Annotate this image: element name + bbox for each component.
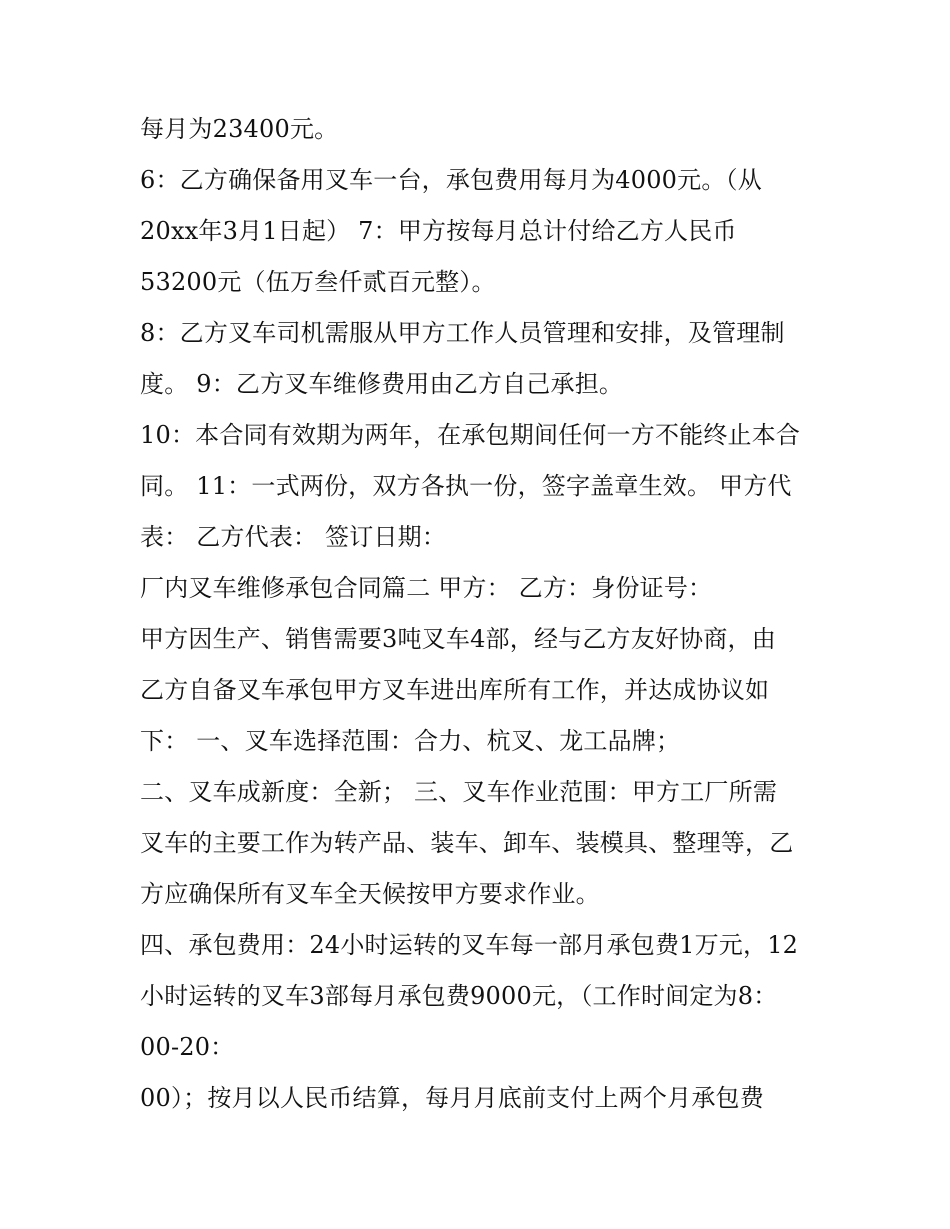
text-line: 每月为23400元。 [140, 115, 339, 143]
text-line: 8：乙方叉车司机需服从甲方工作人员管理和安排，及管理制 [140, 319, 785, 347]
text-line: 20xx年3月1日起） 7：甲方按每月总计付给乙方人民币 [140, 217, 737, 245]
document-body [140, 108, 820, 1128]
text-line: 下： 一、叉车选择范围：合力、杭叉、龙工品牌； [140, 727, 681, 755]
text-line: 方应确保所有叉车全天候按甲方要求作业。 [140, 880, 600, 908]
text-line: 甲方因生产、销售需要3吨叉车4部，经与乙方友好协商，由 [140, 625, 776, 653]
text-line: 10：本合同有效期为两年，在承包期间任何一方不能终止本合 [140, 421, 801, 449]
text-line: 度。 9：乙方叉车维修费用由乙方自己承担。 [140, 370, 624, 398]
text-line: 乙方自备叉车承包甲方叉车进出库所有工作，并达成协议如 [140, 676, 770, 704]
text-line: 00-20： [140, 1033, 235, 1061]
text-line: 6：乙方确保备用叉车一台，承包费用每月为4000元。（从 [140, 166, 762, 194]
text-line: 叉车的主要工作为转产品、装车、卸车、装模具、整理等，乙 [140, 829, 794, 857]
text-line: 53200元（伍万叁仟贰百元整）。 [140, 268, 496, 296]
text-line: 二、叉车成新度：全新； 三、叉车作业范围：甲方工厂所需 [140, 778, 778, 806]
text-line: 00）；按月以人民币结算，每月月底前支付上两个月承包费 [140, 1084, 764, 1112]
text-line: 同。 11：一式两份，双方各执一份，签字盖章生效。 甲方代 [140, 472, 792, 500]
text-line: 四、承包费用：24小时运转的叉车每一部月承包费1万元，12 [140, 931, 799, 959]
text-line: 小时运转的叉车3部每月承包费9000元，（工作时间定为8： [140, 982, 778, 1010]
section-heading-line: 厂内叉车维修承包合同篇二 甲方： 乙方：身份证号： [140, 574, 713, 602]
text-line: 表： 乙方代表： 签订日期： [140, 523, 447, 551]
